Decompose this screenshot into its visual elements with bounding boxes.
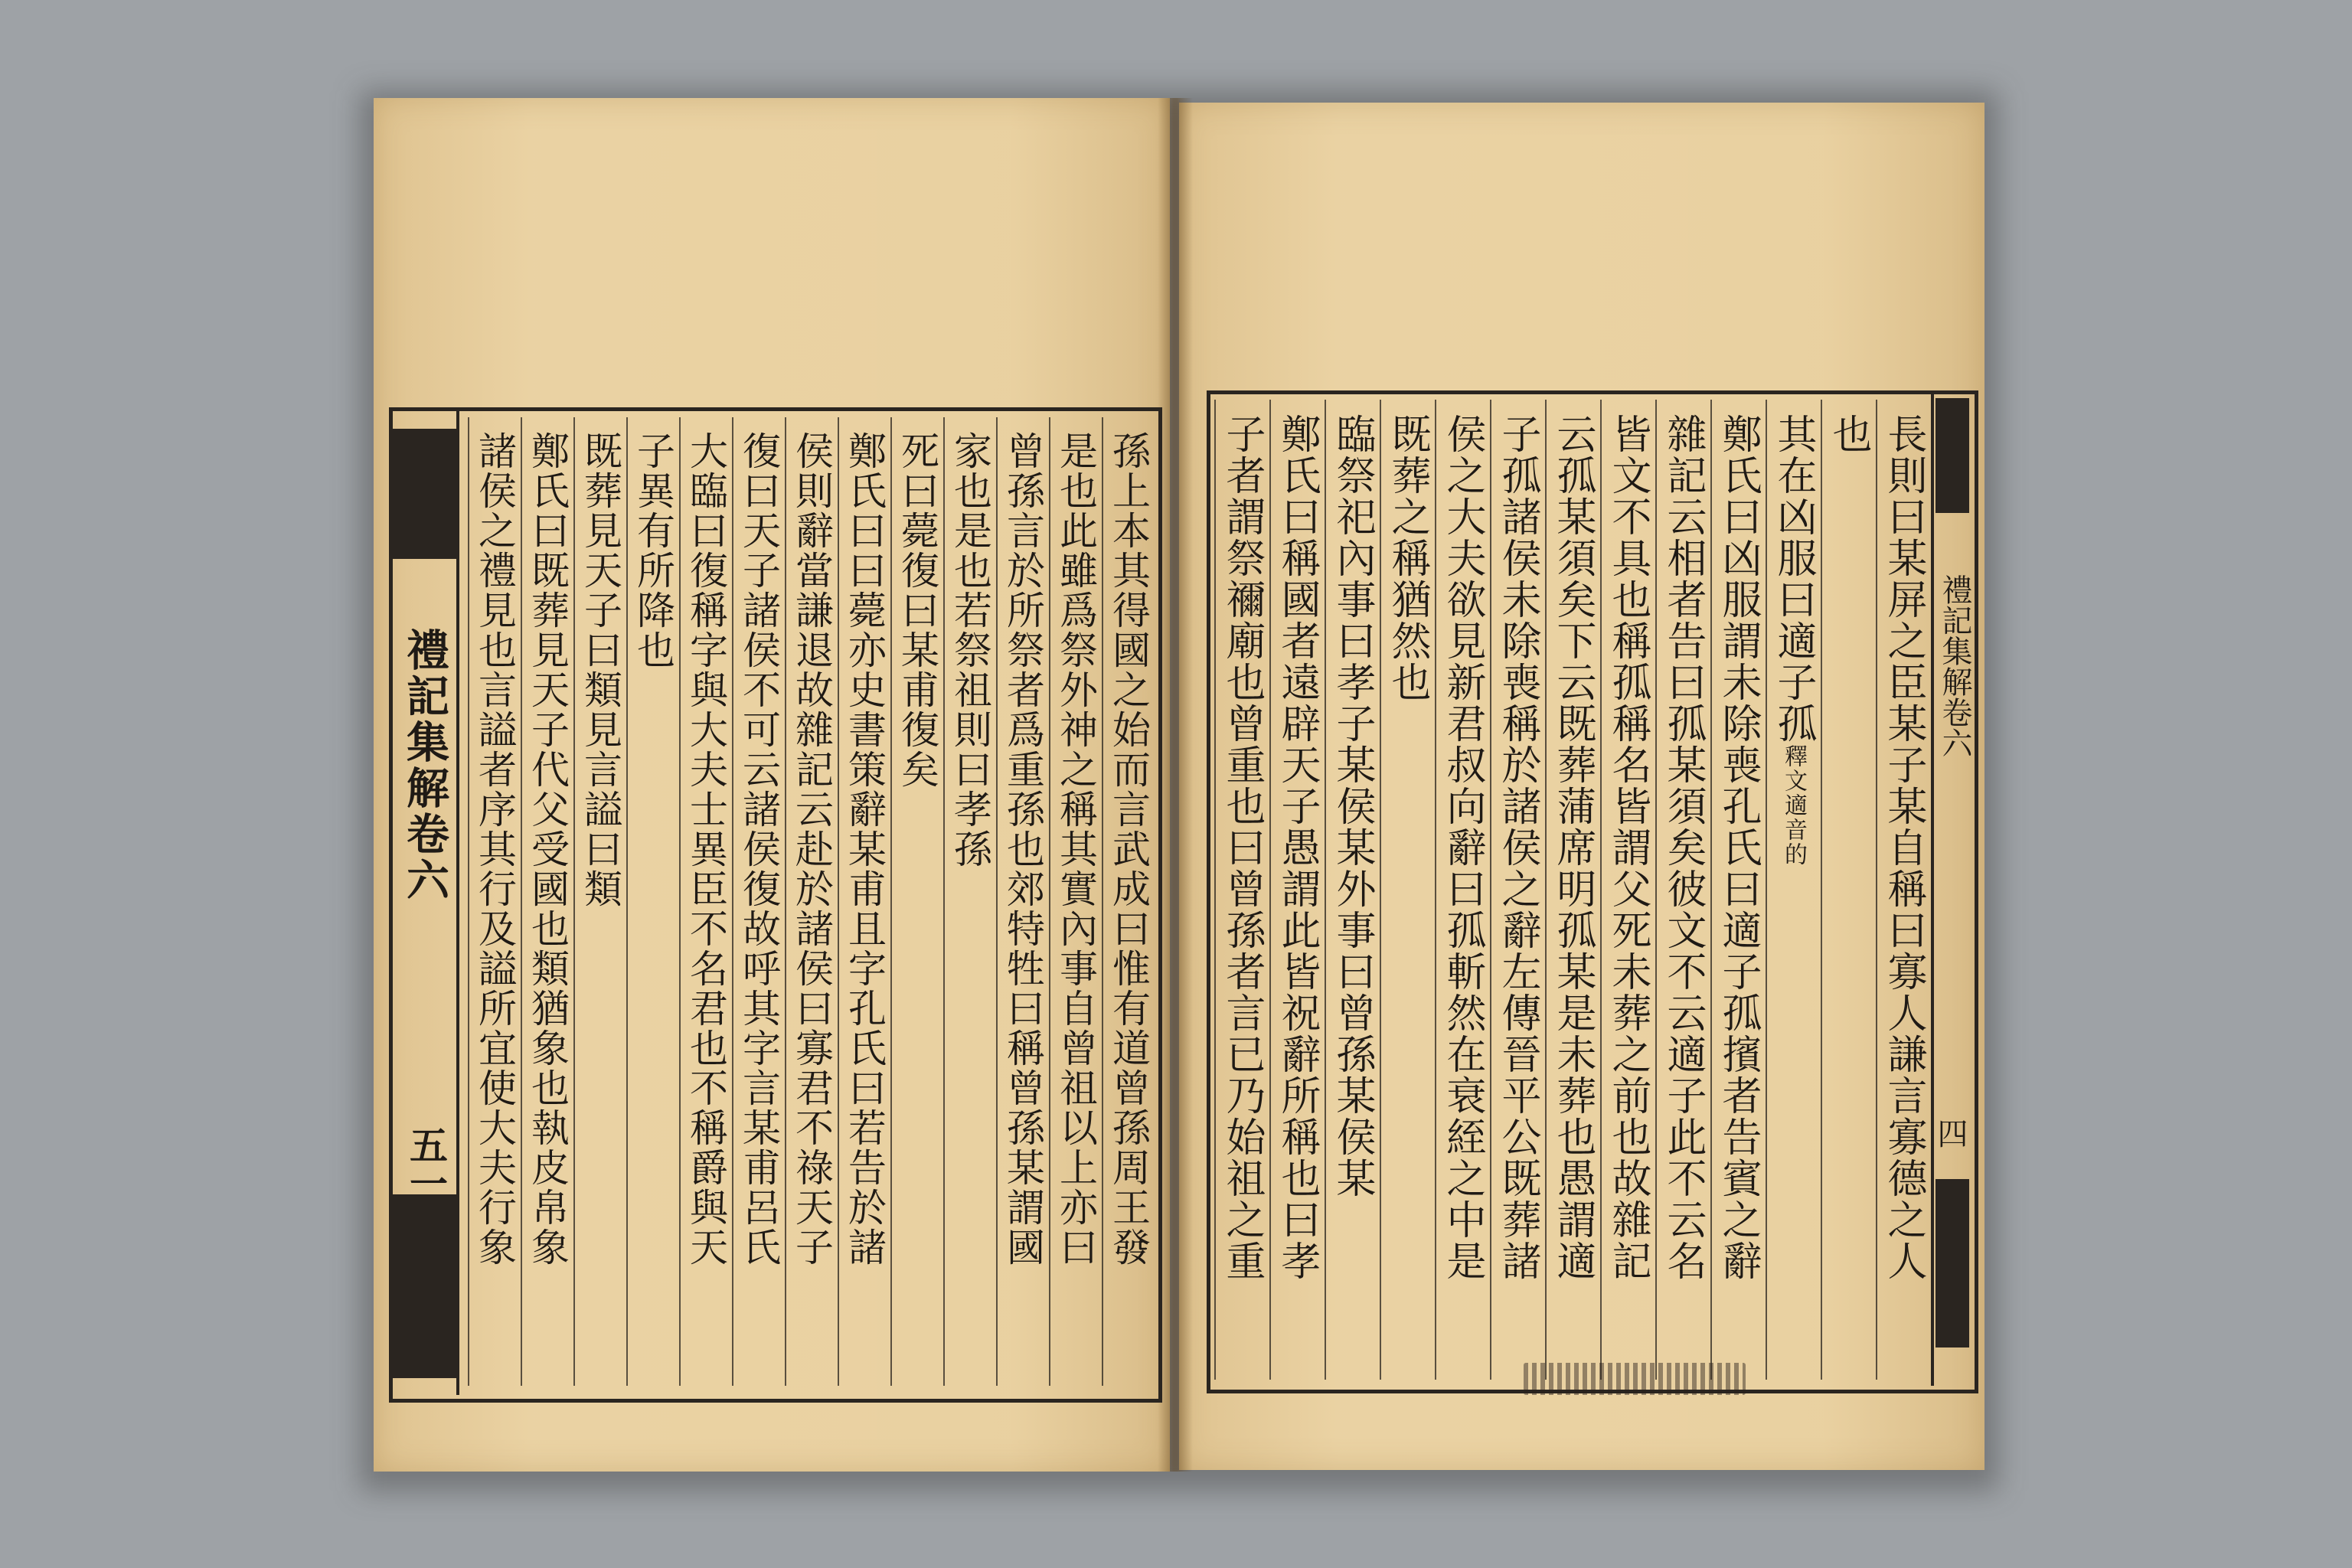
- text-column: 既葬之稱猶然也: [1380, 400, 1435, 1380]
- left-margin-page-number: 五一: [403, 1125, 449, 1202]
- left-text-columns: [459, 417, 1155, 1386]
- interlinear-annotation: 釋文適音的: [1780, 744, 1807, 867]
- text-column-with-annotation: [1766, 400, 1821, 1380]
- text-column: 既葬見天子曰類見言謚曰類: [573, 417, 626, 1386]
- right-margin-page-number: 四: [1932, 1118, 1968, 1148]
- text-column: 臨祭祀內事曰孝子某侯某外事曰曾孫某侯某: [1325, 400, 1380, 1380]
- text-column: 大臨曰復稱字與大夫士異臣不名君也不稱爵與天: [679, 417, 732, 1386]
- text-column: 雜記云相者告曰孤某須矣彼文不云適子此不云名: [1655, 400, 1710, 1380]
- text-column: 死曰薨復曰某甫復矣: [890, 417, 943, 1386]
- text-column: 鄭氏曰既葬見天子代父受國也類猶象也執皮帛象: [521, 417, 573, 1386]
- text-column: 鄭氏曰曰薨亦史書策辭某甫且字孔氏曰若告於諸: [838, 417, 890, 1386]
- text-column: 曾孫言於所祭者爲重孫也郊特牲曰稱曾孫某謂國: [996, 417, 1049, 1386]
- text-column: 也: [1821, 400, 1876, 1380]
- left-margin-title: 禮記集解卷六: [400, 628, 450, 903]
- text-column: 長則曰某屏之臣某子某自稱曰寡人謙言寡德之人: [1876, 400, 1931, 1380]
- text-column: 復曰天子諸侯不可云諸侯復故呼其字言某甫呂氏: [732, 417, 785, 1386]
- text-column: 子孤諸侯未除喪稱於諸侯之辭左傳晉平公既葬諸: [1490, 400, 1545, 1380]
- text-column: 云孤某須矣下云既葬蒲席明孤某是未葬也愚謂適: [1545, 400, 1600, 1380]
- text-column: 皆文不具也稱孤稱名皆謂父死未葬之前也故雜記: [1600, 400, 1655, 1380]
- right-margin-title: 禮記集解卷六: [1937, 574, 1972, 758]
- text-column: 侯則辭當謙退故雜記云赴於諸侯曰寡君不祿天子: [785, 417, 838, 1386]
- text-column: 孫上本其得國之始而言武成曰惟有道曾孫周王發: [1102, 417, 1155, 1386]
- text-column: 家也是也若祭祖則曰孝孫: [943, 417, 996, 1386]
- text-column: 諸侯之禮見也言謚者序其行及謚所宜使大夫行象: [468, 417, 521, 1386]
- text-segment: 其在凶服曰適子孤: [1770, 413, 1816, 744]
- right-text-columns: [1211, 400, 1931, 1380]
- library-stamp: [1524, 1363, 1746, 1395]
- fishtail-mark-top-right: [1936, 398, 1969, 513]
- fishtail-mark-bottom-right: [1936, 1179, 1969, 1348]
- text-column: 侯之大夫欲見新君叔向辭曰孤斬然在衰絰之中是: [1435, 400, 1490, 1380]
- text-column: 鄭氏曰稱國者遠辟天子愚謂此皆祝辭所稱也曰孝: [1269, 400, 1325, 1380]
- text-column: 鄭氏曰凶服謂未除喪孔氏曰適子孤擯者告賓之辭: [1710, 400, 1766, 1380]
- text-column: 子者謂祭禰廟也曾重也曰曾孫者言已乃始祖之重: [1214, 400, 1269, 1380]
- fishtail-mark-bottom: [392, 1194, 456, 1378]
- fishtail-mark-top: [392, 429, 456, 559]
- book-gutter: [1158, 98, 1193, 1472]
- text-column: 子異有所降也: [626, 417, 679, 1386]
- text-column: 是也此雖爲祭外神之稱其實內事自曾祖以上亦曰: [1049, 417, 1102, 1386]
